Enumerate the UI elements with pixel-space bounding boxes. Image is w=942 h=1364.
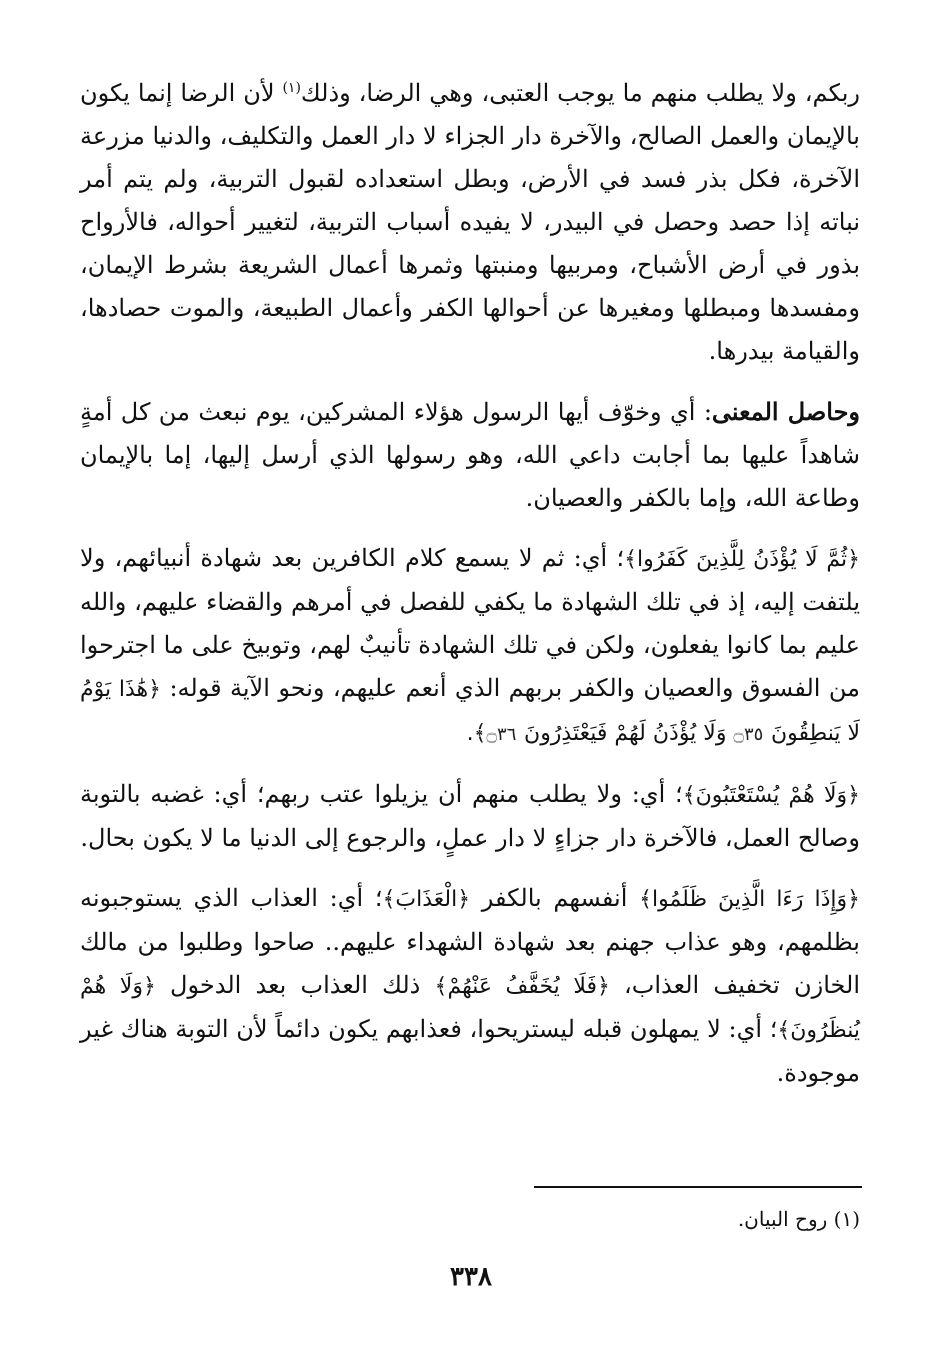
quran-verse-end: ﴾. — [466, 721, 487, 746]
paragraph-5-text-b: ؛ أي: العذاب الذي يستوجبونه بظلمهم، وهو عذاب جهنم بعد شهادة الشهداء عليهم.. صاحوا وطلبوا من مالك الخازن تخفيف العذاب، — [80, 884, 860, 999]
paragraph-4-text: ؛ أي: ولا يطلب منهم أن يزيلوا عتب ربهم؛ أي: غضبه بالتوبة وصالح العمل، فالآخرة دار جزاءٍ لا دار عملٍ، والرجوع إلى الدنيا ما لا يكون بحال. — [80, 780, 860, 852]
paragraph-2-text: : أي وخوّف أيها الرسول هؤلاء المشركين، يوم نبعث من كل أمةٍ شاهداً عليها بما أجابت داعي الله، وهو رسولها الذي أرسل إليها، إما بالإيمان وطاعة الله، وإما بالكفر والعصيان. — [80, 398, 860, 512]
ayah-marker-35: ۝٣٥ — [733, 724, 764, 745]
paragraph-2-lead: وحاصل المعنى — [711, 397, 861, 426]
page-number: ٣٣٨ — [450, 1262, 492, 1292]
paragraph-1 — [80, 72, 860, 373]
paragraph-2 — [80, 390, 860, 520]
quran-verse-4: ﴿وَلَا هُمْ يُسْتَعْتَبُونَ﴾ — [682, 783, 861, 808]
quran-verse-5: ﴿وَإِذَا رَءَا الَّذِينَ ظَلَمُوا﴾ — [639, 887, 860, 912]
ayah-marker-36: ۝٣٦ — [486, 724, 517, 745]
footnote-reference[interactable]: (١) — [282, 80, 301, 96]
paragraph-5-text-d: ؛ أي: لا يمهلون قبله ليستريحوا، فعذابهم يكون دائماً لأن التوبة هناك غير موجودة. — [80, 1015, 860, 1087]
paragraph-1-text-a: ربكم، ولا يطلب منهم ما يوجب العتبى، وهي الرضا، وذلك — [300, 79, 861, 107]
paragraph-3-text: ؛ أي: ثم لا يسمع كلام الكافرين بعد شهادة أنبيائهم، ولا يلتفت إليه، إذ في تلك الشهادة ما يكفي للفصل في أمرهم والقضاء عليهم، والله عليم بما كانوا يفعلون، ولكن في تلك الشهادة تأنيبٌ لهم، وتوبيخ على ما اجترحوا من الفسوق والعصيان والكفر بربهم الذي أنعم عليهم، ونحو الآية قوله: — [80, 544, 860, 702]
quran-verse-1: ﴿ثُمَّ لَا يُؤْذَنُ لِلَّذِينَ كَفَرُوا﴾ — [624, 547, 861, 572]
paragraph-5 — [80, 877, 860, 1095]
paragraph-5-text-c: ذلك العذاب بعد الدخول — [155, 971, 435, 999]
paragraph-4 — [80, 773, 860, 860]
quran-verse-6: ﴿الْعَذَابَ﴾ — [382, 887, 471, 912]
quran-verse-7: ﴿فَلَا يُخَفَّفُ عَنْهُمْ﴾ — [434, 974, 610, 999]
footnote-text: روح البيان. — [737, 1207, 828, 1231]
quran-verse-3: وَلَا يُؤْذَنُ لَهُمْ فَيَعْتَذِرُونَ — [524, 721, 734, 746]
footnote — [738, 1205, 860, 1233]
paragraph-5-text-a: أنفسهم بالكفر — [470, 884, 640, 912]
footnote-divider — [534, 1186, 862, 1188]
page-body — [80, 72, 860, 1112]
paragraph-1-text-b: لأن الرضا إنما يكون بالإيمان والعمل الصالح، والآخرة دار الجزاء لا دار العمل والتكليف، والدنيا مزرعة الآخرة، فكل بذر فسد في الأرض، وبطل استعداده لقبول التربية، ولم يتم أمر نباته إذا حصد وحصل في البيدر، لا يفيده أسباب التربية، لتغيير أحواله، فالأرواح بذور في أرض الأشباح، ومربيها ومنبتها وثمرها أعمال الشريعة بشرط الإيمان، ومفسدها ومبطلها ومغيرها عن أحوالها الكفر وأعمال الطبيعة، والموت حصادها، والقيامة بيدرها. — [80, 79, 860, 365]
quran-verse-8: ﴿وَلَا هُمْ يُنظَرُونَ﴾ — [80, 974, 860, 1043]
footnote-marker: (١) — [833, 1207, 860, 1231]
paragraph-3 — [80, 537, 860, 756]
quran-verse-2: ﴿هَٰذَا يَوْمُ لَا يَنطِقُونَ — [80, 677, 860, 746]
